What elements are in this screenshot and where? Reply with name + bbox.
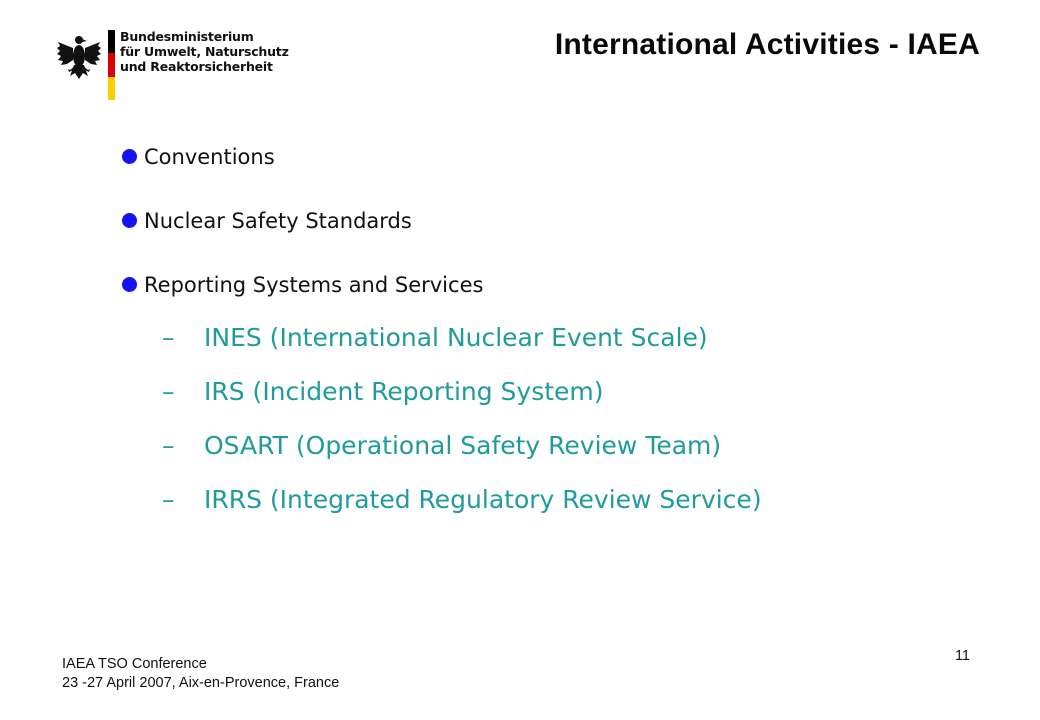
sub-item-label: IRS (Incident Reporting System) [204, 377, 604, 406]
sub-dash: – [162, 323, 175, 352]
sub-item-osart [158, 426, 762, 480]
logo-line-2: für Umwelt, Naturschutz [120, 44, 289, 59]
bullet-item-safety-standards [122, 206, 483, 270]
federal-eagle-icon [56, 32, 102, 84]
sub-item-ines [158, 318, 762, 372]
sub-dash: – [162, 485, 175, 514]
logo-line-3: und Reaktorsicherheit [120, 59, 273, 74]
logo-text [120, 29, 289, 74]
bullet-list [122, 142, 483, 334]
footer-conference: IAEA TSO Conference [62, 656, 207, 672]
sub-item-label: IRRS (Integrated Regulatory Review Service) [204, 485, 762, 514]
logo-line-1: Bundesministerium [120, 29, 254, 44]
page-number: 11 [954, 648, 970, 664]
slide-title: International Activities - IAEA [554, 28, 980, 61]
sub-bullet-list [158, 318, 762, 534]
bullet-dot-icon [122, 277, 137, 292]
bullet-item-conventions [122, 142, 483, 206]
footer [62, 655, 339, 693]
flag-bar [108, 30, 115, 100]
bullet-label: Conventions [144, 145, 275, 169]
bullet-label: Reporting Systems and Services [144, 273, 484, 297]
bullet-dot-icon [122, 149, 137, 164]
sub-item-irrs [158, 480, 762, 534]
flag-red [108, 53, 115, 76]
sub-item-irs [158, 372, 762, 426]
sub-dash: – [162, 377, 175, 406]
bullet-dot-icon [122, 213, 137, 228]
flag-black [108, 30, 115, 53]
sub-dash: – [162, 431, 175, 460]
bullet-label: Nuclear Safety Standards [144, 209, 412, 233]
footer-date-location: 23 -27 April 2007, Aix-en-Provence, France [62, 675, 340, 691]
sub-item-label: OSART (Operational Safety Review Team) [204, 431, 722, 460]
sub-item-label: INES (International Nuclear Event Scale) [204, 323, 708, 352]
ministry-logo [50, 26, 289, 104]
flag-gold [108, 77, 115, 100]
